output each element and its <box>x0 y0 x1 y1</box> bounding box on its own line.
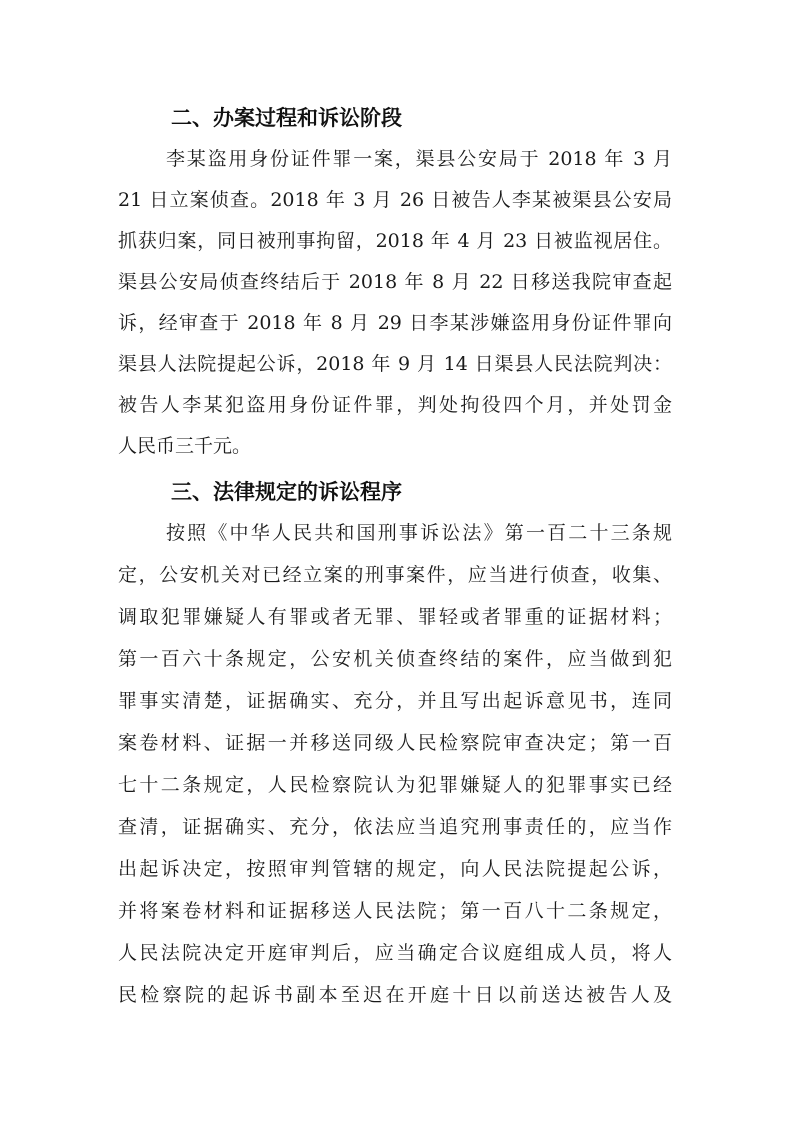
paragraph-line: 渠县公安局侦查终结后于 2018 年 8 月 22 日移送我院审查起 <box>118 271 672 293</box>
paragraph-line: 人民币三千元。 <box>118 435 252 457</box>
paragraph-line: 案卷材料、证据一并移送同级人民检察院审查决定；第一百 <box>118 732 672 754</box>
paragraph-line: 出起诉决定，按照审判管辖的规定，向人民法院提起公诉， <box>118 858 672 880</box>
paragraph-line: 21 日立案侦查。2018 年 3 月 26 日被告人李某被渠县公安局 <box>118 189 672 211</box>
section-heading-legal-procedure: 三、法律规定的诉讼程序 <box>171 480 402 504</box>
paragraph-line: 罪事实清楚，证据确实、充分，并且写出起诉意见书，连同 <box>118 690 672 712</box>
paragraph-line: 渠县人法院提起公诉，2018 年 9 月 14 日渠县人民法院判决： <box>118 353 672 375</box>
section-heading-case-process: 二、办案过程和诉讼阶段 <box>171 106 402 130</box>
paragraph-line: 第一百六十条规定，公安机关侦查终结的案件，应当做到犯 <box>118 648 672 670</box>
paragraph-line: 民检察院的起诉书副本至迟在开庭十日以前送达被告人及 <box>118 984 672 1006</box>
paragraph-line: 按照《中华人民共和国刑事诉讼法》第一百二十三条规 <box>166 522 672 544</box>
paragraph-line: 定，公安机关对已经立案的刑事案件，应当进行侦查，收集、 <box>118 564 672 586</box>
paragraph-line: 查清，证据确实、充分，依法应当追究刑事责任的，应当作 <box>118 816 672 838</box>
paragraph-line: 人民法院决定开庭审判后，应当确定合议庭组成人员，将人 <box>118 942 672 964</box>
paragraph-line: 调取犯罪嫌疑人有罪或者无罪、罪轻或者罪重的证据材料； <box>118 606 672 628</box>
paragraph-line: 并将案卷材料和证据移送人民法院；第一百八十二条规定， <box>118 900 672 922</box>
paragraph-line: 诉，经审查于 2018 年 8 月 29 日李某涉嫌盗用身份证件罪向 <box>118 312 672 334</box>
paragraph-line: 七十二条规定，人民检察院认为犯罪嫌疑人的犯罪事实已经 <box>118 774 672 796</box>
paragraph-line: 被告人李某犯盗用身份证件罪，判处拘役四个月，并处罚金 <box>118 394 672 416</box>
paragraph-line: 抓获归案，同日被刑事拘留，2018 年 4 月 23 日被监视居住。 <box>118 230 672 252</box>
paragraph-line: 李某盗用身份证件罪一案，渠县公安局于 2018 年 3 月 <box>166 148 672 170</box>
